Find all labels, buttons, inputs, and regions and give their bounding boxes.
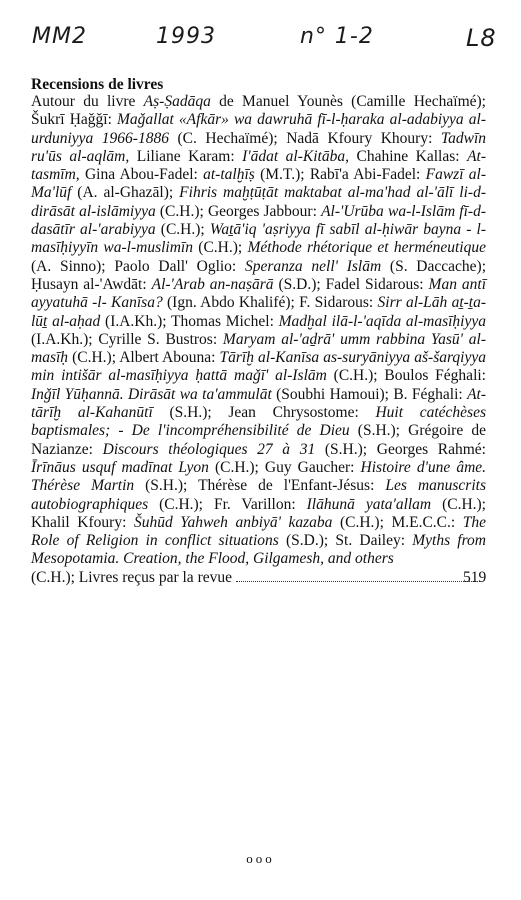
review-entry-author: Fadel Sidarous: <box>325 275 429 293</box>
review-entry-title: Fihris maḫṭūṭāt maktabat al-ma'had al-'ālī li-d- dirāsāt al-islāmiyya <box>31 184 486 220</box>
review-entry-reviewer: (S.D.); <box>278 532 336 550</box>
handwritten-issue-note: n° 1-2 <box>300 24 374 49</box>
review-entry-reviewer: (S.D.); <box>273 275 326 293</box>
review-entry-title: Histoire d'une âme. Thérèse Martin <box>31 458 487 495</box>
review-entry-author: Khalil Kfoury: <box>31 513 134 531</box>
review-entry-reviewer: (C.H.); <box>193 239 248 257</box>
review-entry-title: Maryam al-'aḏrā' umm rabbina Yasū' al-masīḥ <box>31 330 486 367</box>
review-entry-reviewer: (C.H.); <box>155 202 208 220</box>
review-entry-author: Rabī'a Abi-Fadel: <box>309 166 426 184</box>
review-entry-title: Aṣ-Ṣadāqa <box>143 93 211 110</box>
review-entry-title: at-talḫīṣ <box>203 166 255 184</box>
review-entries <box>31 93 486 587</box>
review-entry-author: Guy Gaucher: <box>264 458 361 476</box>
review-entry-reviewer: (S.H.); <box>349 422 409 440</box>
review-entry-reviewer: (S.H.); <box>315 440 377 458</box>
review-entry-reviewer: (C.H.); <box>332 513 392 531</box>
contents-last-line <box>31 569 486 587</box>
review-entry-reviewer: (A. al-Ghazāl); <box>71 184 180 202</box>
review-entry-reviewer: de Manuel Younès (Camille Hechaïmé); <box>210 93 486 110</box>
review-entry-title: Waṯā'iq 'aṣriyya fī sabīl al-ḥiwār bayna - l-masīḥiyyīn wa-l-muslimīn <box>31 221 486 257</box>
review-entry-author: Šukrī Ḥaǧǧī: <box>31 111 117 129</box>
review-entry-title: Méthode rhétorique et herméneutique <box>247 239 486 257</box>
review-entry-title: Huit catéchèses baptismales; - De l'incompréhensibilité de Dieu <box>31 404 486 440</box>
review-entry-reviewer <box>349 148 357 165</box>
review-entry-title: Al-'Arab an-naṣārā <box>151 275 274 293</box>
review-entry-title: Sirr al-Lāh aṯ-ṯa-lūṯ al-aḥad <box>31 294 487 330</box>
review-entry-reviewer: (C. Hechaïmé); <box>168 129 287 147</box>
review-entry-title: Inǧīl Yūḥannā. Dirāsāt wa ta'ammulāt <box>31 385 272 403</box>
review-entry <box>31 276 326 293</box>
review-entry-title: Tārīḫ al-Kanīsa as-suryāniyya aš-šarqiyya min intišār al-masīḥiyya ḥattā maǧī' al-Islām <box>31 349 486 385</box>
review-entry-author: St. Dailey: <box>335 532 413 550</box>
page-number: 519 <box>463 568 487 586</box>
review-entry-author: Gina Abou-Fadel: <box>84 166 204 184</box>
review-entry-reviewer: (S.H.); <box>134 477 199 495</box>
review-entry-title: Fawzī al-Ma'lūf <box>31 166 487 202</box>
handwritten-folio-note: L8 <box>466 24 497 52</box>
review-entry <box>85 166 310 183</box>
review-entry-title: At-tasmīm, <box>31 147 487 184</box>
review-entry-author: Chahine Kallas: <box>356 147 468 165</box>
review-entry-author: Cyrille S. Bustros: <box>98 330 223 348</box>
review-entry-title: Man antī ayyatuhā -l- Kanīsa? <box>31 275 487 312</box>
review-entry-title: The Role of Religion in conflict situations <box>31 513 487 550</box>
received-books-entry: (C.H.); Livres reçus par la revue <box>31 568 232 586</box>
review-entry-reviewer: (M.T.); <box>254 166 310 184</box>
review-entry-title: Ilāhunā yata'allam <box>306 495 432 513</box>
review-entry-reviewer <box>129 148 137 165</box>
review-entry-title: Tadwīn ru'ūs al-aqlām, <box>31 129 487 165</box>
review-entry-author: Autour du livre <box>31 93 144 110</box>
review-entry-reviewer: (C.H.); <box>431 495 486 513</box>
footer-ornament: ooo <box>246 851 275 866</box>
review-entry <box>214 496 486 513</box>
review-entry-reviewer: (C.H.); <box>155 221 210 239</box>
review-entry-reviewer: (C.H.); <box>68 349 120 367</box>
review-entry-title: Les manuscrits autobiographiques <box>31 477 486 513</box>
review-entry-reviewer: (A. Sinno); <box>31 257 115 275</box>
review-entry-title: Myths from Mesopotamia. Creation, the Flood, Gilgamesh, and others <box>31 532 487 568</box>
review-entry-author: Paolo Dall' Oglio: <box>114 257 245 275</box>
review-entry <box>114 258 486 275</box>
review-entry-reviewer: (S. Daccache); <box>381 257 486 275</box>
section-title: Recensions de livres <box>31 76 164 93</box>
review-entry-title: Al-'Urūba wa-l-Islām fī-d-dasātīr al-'arabiyya <box>31 202 486 239</box>
review-entry-title: Speranza nell' Islām <box>244 257 382 275</box>
review-entry-title: Madḫal ilā-l-'aqīda al-masīḥiyya <box>278 312 486 330</box>
review-entry-author: B. Féghali: <box>393 385 468 403</box>
review-entry-title: At-tārīḫ al-Kahanūtī <box>31 385 487 422</box>
review-entry-reviewer: (C.H.); <box>326 367 385 385</box>
handwritten-year-note: 1993 <box>156 24 216 49</box>
review-entry-author: Fr. Varillon: <box>213 495 307 513</box>
review-entry-author: Boulos Féghali: <box>384 367 486 385</box>
review-entry-author: Thomas Michel: <box>171 312 279 330</box>
review-entry <box>137 148 357 165</box>
review-entry-title: I'ādat al-Kitāba, <box>242 147 349 165</box>
review-entry-reviewer: (I.A.Kh.); <box>100 312 172 330</box>
review-entry-author: M.E.C.C.: <box>391 513 463 531</box>
leader-dots <box>236 580 480 582</box>
review-entry-reviewer: (Ign. Abdo Khalifé); <box>162 294 300 312</box>
review-entry-reviewer: (C.H.); <box>148 495 214 513</box>
review-entry-reviewer: (Soubhi Hamoui); <box>271 385 394 403</box>
review-entry-reviewer: (I.A.Kh.); <box>31 330 99 348</box>
review-entry-author: Grégoire de Nazianze: <box>31 422 486 458</box>
review-entry-author: Georges Rahmé: <box>376 440 486 458</box>
review-entry-author: Georges Jabbour: <box>207 202 322 220</box>
review-entry-title: Šuhūd Yahweh anbiyā' kazaba <box>133 513 333 531</box>
review-entry-title: Discours théologiques 27 à 31 <box>102 440 316 458</box>
handwritten-volume-note: MM2 <box>32 24 87 49</box>
review-entry-author: Jean Chrysostome: <box>228 404 376 422</box>
review-entry-author: Thérèse de l'Enfant-Jésus: <box>198 477 386 495</box>
review-entry-reviewer: (C.H.); <box>208 458 265 476</box>
review-entry-title: Maǧallat «Afkār» wa dawruhā fī-l-ḥaraka al-adabiyya al-urduniyya 1966-1886 <box>31 111 486 147</box>
review-entry-author: Albert Abouna: <box>119 349 220 367</box>
review-entry-title: Īrīnāus usquf madīnat Lyon <box>31 458 209 476</box>
review-entry-reviewer: (S.H.); <box>152 404 229 422</box>
review-entry <box>31 93 486 110</box>
review-entry-author: Ḥusayn al-'Awdāt: <box>31 275 152 293</box>
review-entry-author: Nadā Kfoury Khoury: <box>286 129 441 147</box>
review-entry-author: F. Sidarous: <box>299 294 378 312</box>
review-entry <box>31 514 391 531</box>
review-entry-author: Liliane Karam: <box>136 147 243 165</box>
